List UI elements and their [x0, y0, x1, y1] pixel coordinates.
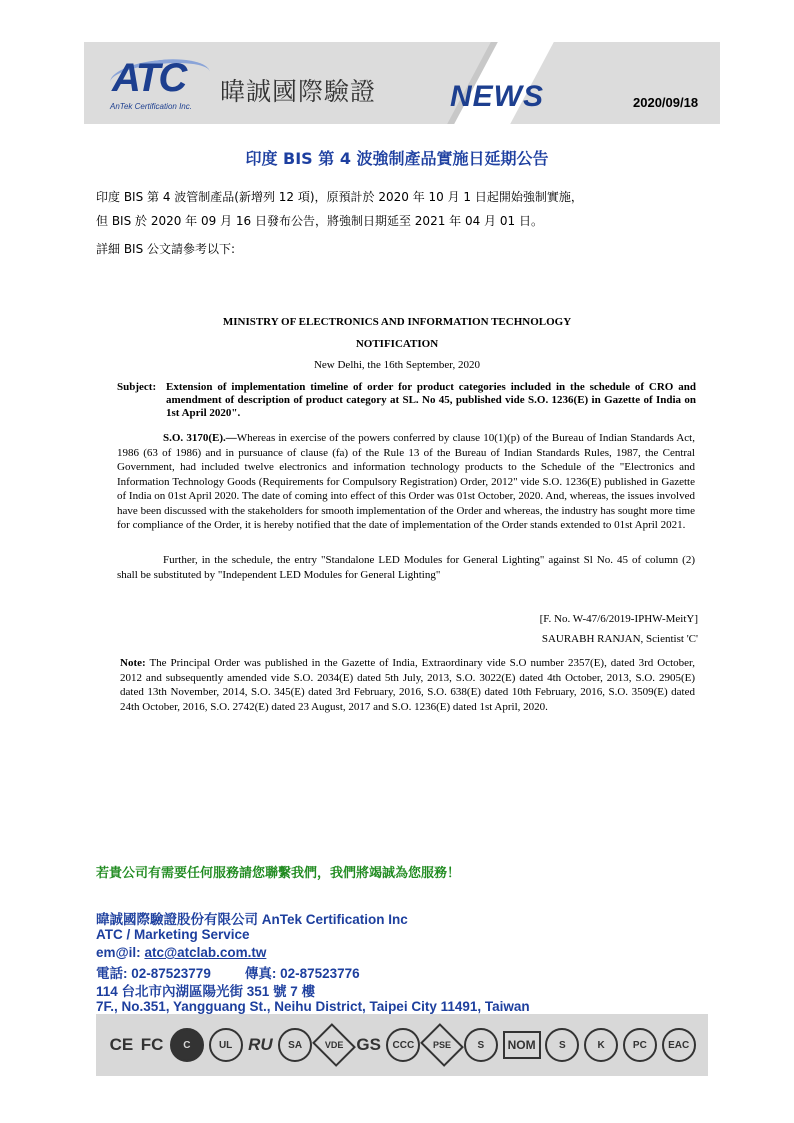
ul-mark-icon: UL — [209, 1028, 243, 1062]
company-logo: ATC — [112, 56, 186, 100]
signatory: SAURABH RANJAN, Scientist 'C' — [541, 633, 698, 645]
gs-mark-icon: GS — [356, 1035, 381, 1054]
notification-heading: NOTIFICATION — [355, 338, 439, 350]
place-date: New Delhi, the 16th September, 2020 — [313, 359, 481, 371]
note-paragraph — [120, 656, 695, 714]
ministry-heading: MINISTRY OF ELECTRONICS AND INFORMATION TECHNOLOGY — [222, 316, 572, 328]
page-title: 印度 BIS 第 4 波強制產品實施日延期公告 — [245, 149, 549, 168]
pc-mark-icon: PC — [623, 1028, 657, 1062]
news-label: NEWS — [450, 80, 544, 113]
c-tick-mark-icon: C — [170, 1028, 204, 1062]
contact-phone-line — [96, 962, 360, 982]
eac-mark-icon: EAC — [662, 1028, 696, 1062]
vde-mark-label: VDE — [324, 1039, 344, 1050]
phone-number: 電話: 02-87523779 — [96, 966, 211, 981]
fcc-mark-icon: FC — [140, 1035, 164, 1054]
intro-line-1: 印度 BIS 第 4 波管制產品(新增列 12 項)，原預計於 2020 年 10 月 1 日起開始強制實施， — [96, 190, 583, 204]
intro-line-2: 但 BIS 於 2020 年 09 月 16 日發布公告，將強制日期延至 2021 年 04 月 01 日。 — [96, 214, 543, 228]
news-date: 2020/09/18 — [633, 95, 699, 110]
company-name-chinese: 暐誠國際驗證 — [220, 77, 377, 106]
note-label: Note: — [120, 657, 146, 669]
email-link[interactable]: atc@atclab.com.tw — [144, 945, 267, 960]
csa-mark-icon: SA — [278, 1028, 312, 1062]
service-invitation: 若貴公司有需要任何服務請您聯繫我們，我們將竭誠為您服務！ — [96, 866, 461, 881]
news-header-banner — [84, 42, 720, 124]
ce-mark-icon: CE — [109, 1035, 134, 1054]
schedule-paragraph — [117, 553, 695, 582]
logo-subtitle: AnTek Certification Inc. — [110, 102, 192, 111]
schedule-text: Further, in the schedule, the entry "Standalone LED Modules for General Lighting" against Sl No. 45 of column (2) shall be substituted by "Independent LED Modules for General Lighting" — [117, 554, 695, 581]
contact-email-line — [96, 945, 266, 960]
sirim-mark-icon: S — [464, 1028, 498, 1062]
file-number: [F. No. W-47/6/2019-IPHW-MeitY] — [539, 613, 698, 625]
order-number: S.O. 3170(E).— — [163, 432, 237, 444]
contact-department: ATC / Marketing Service — [96, 927, 250, 942]
order-paragraph — [117, 431, 695, 533]
subject-text: Extension of implementation timeline of order for product categories included in the schedule of CRO and amendment of description of product category at SL. No 45, published vide S.O. 1236(E) in Gazette of India on 1st April 2020". — [166, 381, 696, 419]
address-english: 7F., No.351, Yangguang St., Neihu District, Taipei City 11491, Taiwan — [96, 999, 530, 1014]
pse-mark-label: PSE — [433, 1039, 452, 1050]
note-text: The Principal Order was published in the Gazette of India, Extraordinary vide S.O number 2357(E), dated 3rd October, 2012 and subsequently amended vide S.O. 2034(E) dated 5th July, 2013, S.O. 3022(E) dated 4th October, 2013, S.O. 2905(E) dated 13th November, 2014, S.O. 345(E) dated 3rd February, 2016, S.O. 638(E) dated 10th February, 2016, S.O. 3509(E) dated 24th October, 2016, S.O. 2742(E) dated 23 August, 2017 and S.O. 1236(E) dated 1st April, 2020. — [120, 657, 695, 713]
order-text: Whereas in exercise of the powers conferred by clause 10(1)(p) of the Bureau of Indian Standards Act, 1986 (63 of 1986) and in pursuance of clause (fa) of the Rule 13 of the Bureau of Indian Standards Rules, 1987, the Central Government, had included twelve electronics and information technology products to the Schedule of the "Electronics and Information Technology Goods (Requirements for Compulsory Registration) Order, 2012" vide S.O. 1236(E) published in Gazette of India on 01st April 2020. The date of coming into effect of this Order was 01st October, 2020. And, whereas, the issues involved have been discussed with the stakeholders for smooth implementation of the Order and whereas, the industry has sought more time for compliance of the Order, it is hereby notified that the date of implementation of the Order stands extended to 01st April 2021. — [117, 432, 695, 531]
intro-line-3: 詳細 BIS 公文請參考以下: — [96, 242, 236, 256]
nom-mark-icon: NOM — [503, 1031, 541, 1059]
address-chinese: 114 台北市內湖區陽光街 351 號 7 樓 — [96, 984, 316, 999]
email-label: em@il: — [96, 945, 145, 960]
subject-label: Subject: — [117, 381, 157, 393]
ccc-mark-icon: CCC — [386, 1028, 420, 1062]
pse-mark-icon — [420, 1023, 464, 1067]
k-mark-icon: K — [584, 1028, 618, 1062]
fax-number: 傳真: 02-87523776 — [244, 966, 360, 981]
certification-marks-bar — [96, 1014, 708, 1076]
ur-mark-icon: RU — [248, 1035, 273, 1054]
s-mark-icon: S — [545, 1028, 579, 1062]
contact-company: 暐誠國際驗證股份有限公司 AnTek Certification Inc — [96, 912, 408, 927]
vde-mark-icon — [312, 1023, 356, 1067]
